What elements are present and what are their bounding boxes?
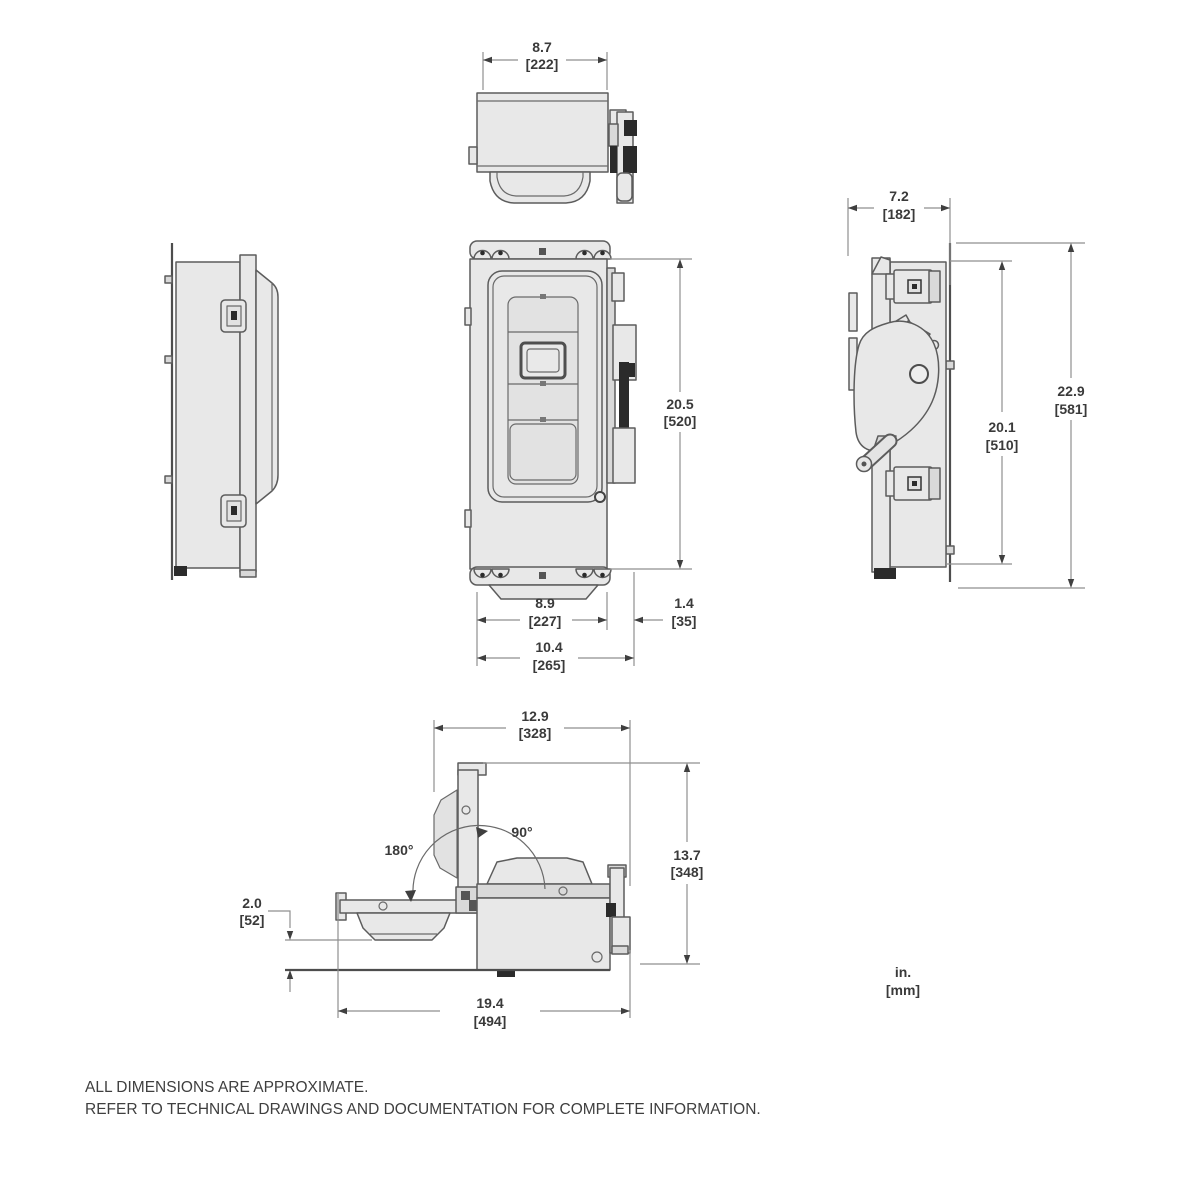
- left-side-foot: [174, 566, 187, 576]
- front-lower-panel: [510, 424, 576, 480]
- door-open-180: [336, 893, 457, 940]
- dim-door-open-height-in: 13.7: [673, 847, 701, 863]
- units-mm-label: [mm]: [885, 982, 921, 998]
- front-handle: [607, 268, 636, 483]
- angle-90-label: 90°: [511, 824, 533, 840]
- dim-body-height: [946, 261, 1018, 564]
- front-view: [465, 241, 636, 599]
- top-view-handle-assembly: [609, 110, 637, 203]
- left-side-clamp-bottom: [221, 495, 246, 527]
- dim-door-open-width-mm: [328]: [518, 725, 552, 741]
- swing-handle-assembly: [606, 865, 630, 954]
- dim-top-width: [483, 39, 607, 90]
- dim-door-flat-depth-mm: [52]: [239, 912, 265, 928]
- swing-body: [477, 898, 610, 970]
- dim-body-width-mm: [227]: [528, 613, 562, 629]
- note-line-1: ALL DIMENSIONS ARE APPROXIMATE.: [85, 1079, 369, 1096]
- dim-body-height-in: 20.1: [988, 419, 1016, 435]
- dim-body-height-mm: [510]: [985, 437, 1019, 453]
- dim-door-open-height-mm: [348]: [670, 864, 704, 880]
- dim-handle-offset-mm: [35]: [671, 613, 697, 629]
- dim-overall-height-in: 22.9: [1057, 383, 1085, 399]
- dim-body-width-in: 8.9: [535, 595, 555, 611]
- dim-overall-width-in: 10.4: [535, 639, 563, 655]
- dim-overall-height: [956, 243, 1087, 588]
- units-inches-label: in.: [894, 964, 912, 980]
- dim-overall-width-mm: [265]: [532, 657, 566, 673]
- left-side-cover-dome: [256, 270, 278, 504]
- dim-handle-offset: [634, 572, 696, 666]
- top-view: [469, 93, 637, 203]
- left-side-view: [165, 243, 278, 580]
- dim-side-depth-in: 7.2: [889, 188, 909, 204]
- dim-door-swing-width-in: 19.4: [476, 995, 504, 1011]
- dim-front-height-mm: [520]: [663, 413, 697, 429]
- right-side-foot: [874, 568, 896, 579]
- door-swing-view: [285, 763, 630, 977]
- front-door-screw: [595, 492, 605, 502]
- right-side-view: [849, 243, 954, 582]
- door-180-cover-dome: [357, 913, 450, 940]
- dim-door-flat-depth: [240, 895, 294, 992]
- dim-door-swing-width-mm: [494]: [473, 1013, 507, 1029]
- right-side-clamp-top: [886, 270, 940, 303]
- dim-top-width-in: 8.7: [532, 39, 552, 55]
- dim-front-height-in: 20.5: [666, 396, 694, 412]
- dim-overall-height-mm: [581]: [1054, 401, 1088, 417]
- drawing-notes: [85, 1079, 761, 1118]
- top-view-cover-dome: [490, 172, 590, 203]
- dim-door-open-width-in: 12.9: [521, 708, 549, 724]
- dim-top-width-mm: [222]: [525, 56, 559, 72]
- dim-handle-offset-in: 1.4: [674, 595, 694, 611]
- dim-door-flat-depth-in: 2.0: [242, 895, 262, 911]
- note-line-2: REFER TO TECHNICAL DRAWINGS AND DOCUMENTATION FOR COMPLETE INFORMATION.: [85, 1101, 761, 1118]
- angle-180-label: 180°: [384, 842, 414, 858]
- units-legend: [886, 964, 920, 998]
- dim-overall-width: [477, 639, 634, 673]
- top-view-side-tab: [469, 147, 477, 164]
- right-side-clamp-bottom: [886, 467, 940, 500]
- dim-side-depth-mm: [182]: [882, 206, 916, 222]
- left-side-clamp-top: [221, 300, 246, 332]
- swing-cover-dome: [487, 858, 592, 884]
